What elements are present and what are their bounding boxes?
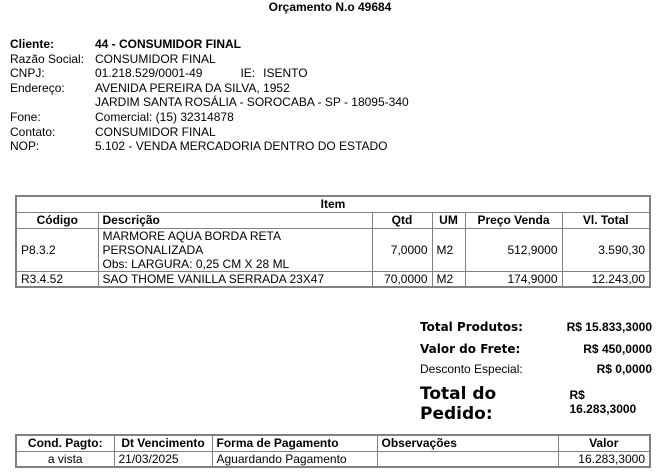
col-um: UM xyxy=(432,212,465,228)
payment-header-row xyxy=(16,435,650,451)
item-descricao-line2: PERSONALIZADA xyxy=(102,242,204,257)
item-qtd: 7,0000 xyxy=(372,228,432,271)
col-forma-pagamento: Forma de Pagamento xyxy=(212,435,377,451)
totals-block xyxy=(420,320,652,424)
item-codigo: R3.4.52 xyxy=(16,271,98,287)
cnpj-value: 01.218.529/0001-49 xyxy=(95,66,203,81)
cliente-row xyxy=(10,37,409,52)
col-observacoes: Observações xyxy=(377,435,558,451)
total-pedido-value: R$ 16.283,3000 xyxy=(569,388,637,416)
item-preco: 174,9000 xyxy=(465,271,562,287)
contato-row xyxy=(10,125,409,140)
col-qtd: Qtd xyxy=(372,212,432,228)
desconto-row xyxy=(420,362,652,384)
item-descricao-line1: MARMORE AQUA BORDA RETA xyxy=(102,228,281,243)
item-um: M2 xyxy=(432,271,465,287)
fone-row xyxy=(10,110,409,125)
valor-frete-row xyxy=(420,342,652,362)
item-descricao: SAO THOME VANILLA SERRADA 23X47 xyxy=(98,271,372,287)
col-cond-pagto: Cond. Pagto: xyxy=(16,435,114,451)
client-info xyxy=(10,37,409,154)
col-preco-venda: Preço Venda xyxy=(465,212,562,228)
item-descricao xyxy=(98,228,372,271)
item-obs: Obs: LARGURA: 0,25 CM X 28 ML xyxy=(102,256,290,271)
ie-label: IE: xyxy=(240,66,256,81)
total-produtos-value: R$ 15.833,3000 xyxy=(566,320,652,334)
items-table xyxy=(15,195,651,288)
col-dt-vencimento: Dt Vencimento xyxy=(114,435,212,451)
items-header-row xyxy=(16,212,650,228)
nop-row xyxy=(10,139,409,154)
endereco-line2: JARDIM SANTA ROSÁLIA - SOROCABA - SP - 18095-340 xyxy=(95,95,409,110)
pay-forma: Aguardando Pagamento xyxy=(212,451,377,467)
total-pedido-row xyxy=(420,384,652,424)
pay-cond: a vista xyxy=(16,451,114,467)
total-produtos-label: Total Produtos: xyxy=(420,320,523,334)
page-title: Orçamento N.o 49684 xyxy=(268,0,392,14)
table-row xyxy=(16,228,650,271)
items-caption: Item xyxy=(16,196,650,212)
cnpj-row xyxy=(10,66,409,81)
cnpj-label: CNPJ: xyxy=(10,66,45,81)
endereco-line1: AVENIDA PEREIRA DA SILVA, 1952 xyxy=(95,80,290,95)
col-vl-total: Vl. Total xyxy=(562,212,650,228)
col-codigo: Código xyxy=(16,212,98,228)
razao-social-label: Razão Social: xyxy=(10,51,85,66)
contato-label: Contato: xyxy=(10,124,56,139)
desconto-value: R$ 0,0000 xyxy=(596,362,652,376)
payment-table xyxy=(15,434,651,468)
item-um: M2 xyxy=(432,228,465,271)
cliente-label: Cliente: xyxy=(10,37,55,51)
pay-vencimento: 21/03/2025 xyxy=(114,451,212,467)
table-row xyxy=(16,451,650,467)
endereco-row xyxy=(10,81,409,96)
razao-social-value: CONSUMIDOR FINAL xyxy=(95,51,216,66)
item-preco: 512,9000 xyxy=(465,228,562,271)
razao-social-row xyxy=(10,52,409,67)
contato-value: CONSUMIDOR FINAL xyxy=(95,124,216,139)
ie-value: ISENTO xyxy=(263,66,308,81)
valor-frete-value: R$ 450,0000 xyxy=(583,342,652,356)
endereco-row-2 xyxy=(10,95,409,110)
pay-valor: 16.283,3000 xyxy=(558,451,650,467)
cliente-value: 44 - CONSUMIDOR FINAL xyxy=(95,37,242,51)
nop-value: 5.102 - VENDA MERCADORIA DENTRO DO ESTADO xyxy=(95,139,388,154)
col-descricao: Descrição xyxy=(98,212,372,228)
pay-obs xyxy=(377,451,558,467)
item-codigo: P8.3.2 xyxy=(16,228,98,271)
item-qtd: 70,0000 xyxy=(372,271,432,287)
item-total: 3.590,30 xyxy=(562,228,650,271)
endereco-label: Endereço: xyxy=(10,80,65,95)
total-pedido-label: Total do Pedido: xyxy=(420,384,497,424)
fone-label: Fone: xyxy=(10,109,41,124)
total-produtos-row xyxy=(420,320,652,342)
item-total: 12.243,00 xyxy=(562,271,650,287)
col-valor: Valor xyxy=(558,435,650,451)
valor-frete-label: Valor do Frete: xyxy=(420,342,521,356)
table-row xyxy=(16,271,650,287)
desconto-label: Desconto Especial: xyxy=(420,362,523,376)
nop-label: NOP: xyxy=(10,139,40,154)
fone-value: Comercial: (15) 32314878 xyxy=(95,109,234,124)
